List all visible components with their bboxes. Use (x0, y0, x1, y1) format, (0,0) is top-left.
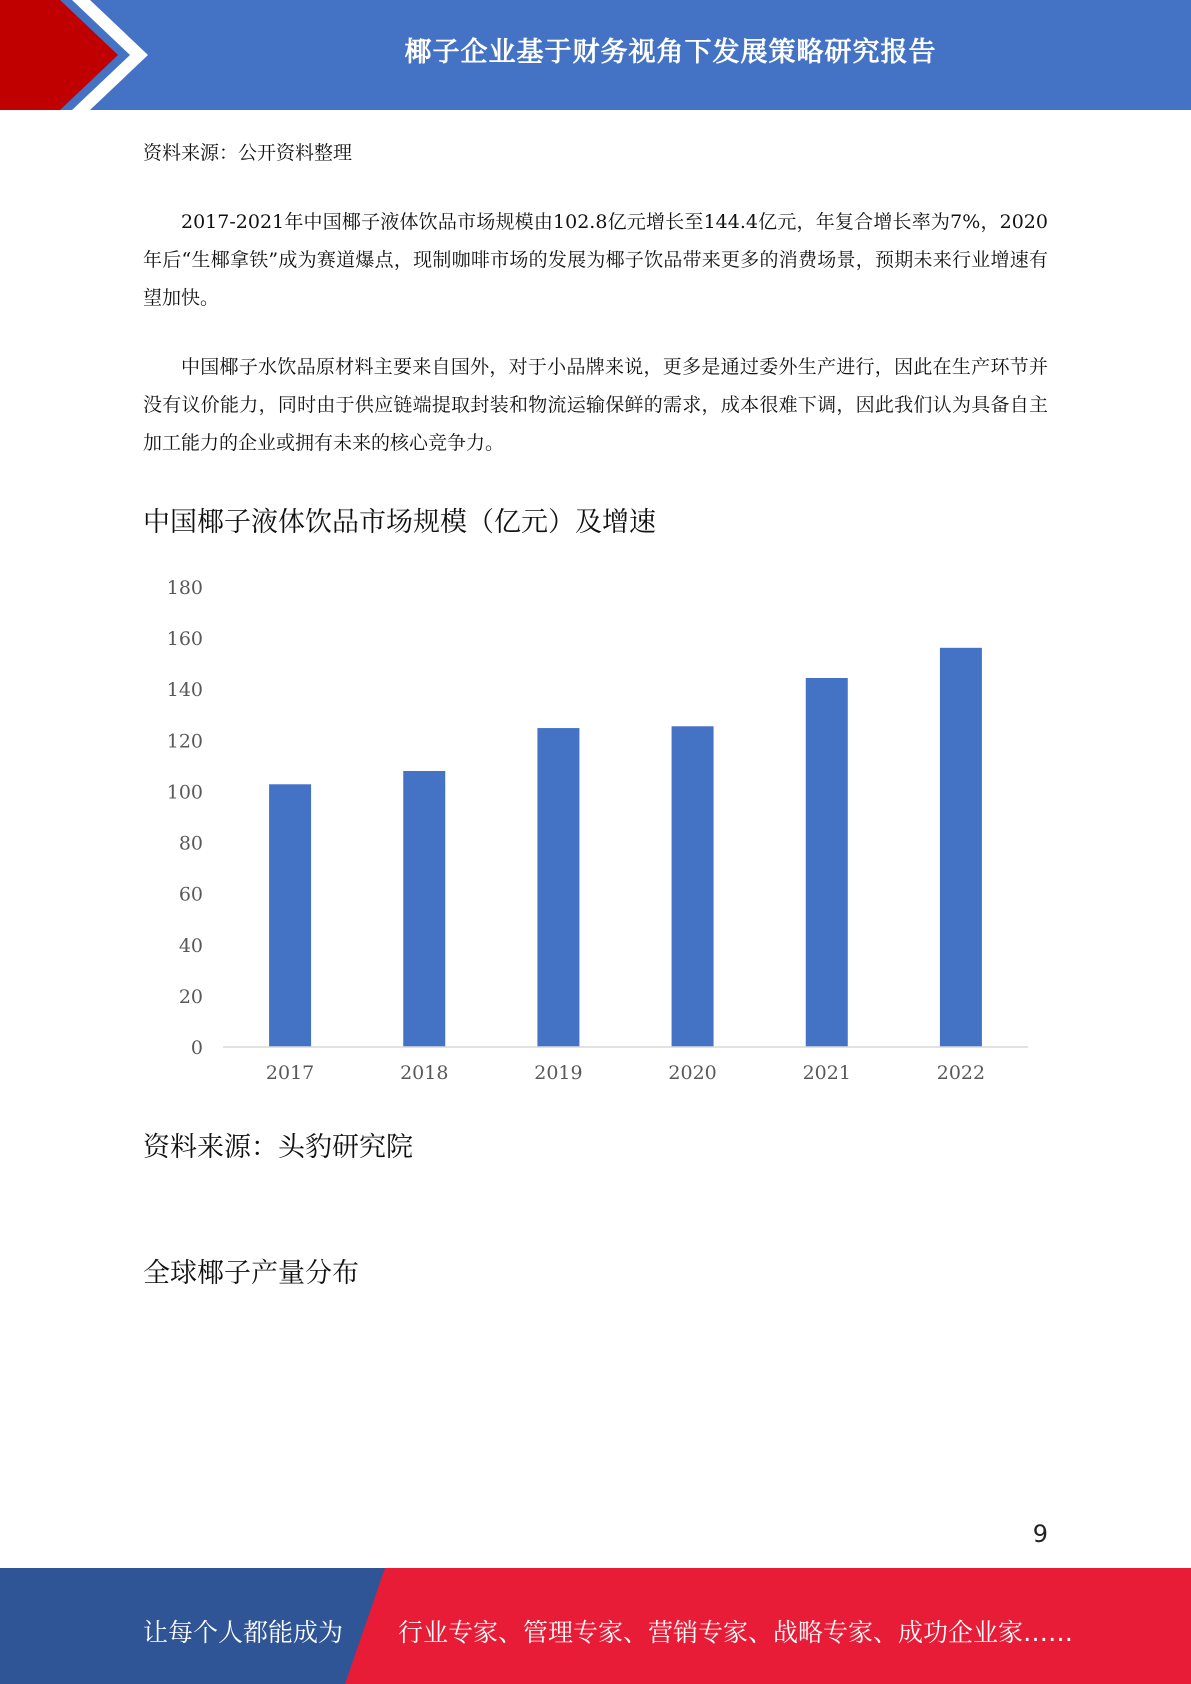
y-tick-label: 0 (190, 1037, 203, 1059)
report-title: 椰子企业基于财务视角下发展策略研究报告 (404, 37, 937, 68)
y-axis (167, 577, 203, 1059)
x-tick-label: 2021 (802, 1062, 851, 1084)
bar-2021 (806, 678, 848, 1047)
body-paragraph-2: 中国椰子水饮品原材料主要来自国外，对于小品牌来说，更多是通过委外生产进行，因此在生产环节并没有议价能力，同时由于供应链端提取封装和物流运输保鲜的需求，成本很难下调，因此我们认为具备自主加工能力的企业或拥有未来的核心竞争力。 (143, 356, 1048, 454)
bars (269, 648, 982, 1047)
bar-2020 (672, 726, 714, 1047)
chart-title: 中国椰子液体饮品市场规模（亿元）及增速 (143, 507, 656, 538)
x-axis (266, 1062, 985, 1084)
x-tick-label: 2017 (265, 1062, 315, 1084)
y-tick-label: 80 (178, 832, 203, 855)
chart-source-note: 资料来源：头豹研究院 (143, 1132, 413, 1163)
page-header (0, 0, 1191, 110)
bar-2022 (940, 648, 982, 1047)
x-tick-label: 2019 (534, 1062, 583, 1084)
section-title: 全球椰子产量分布 (143, 1258, 359, 1289)
y-tick-label: 40 (178, 934, 203, 957)
x-tick-label: 2018 (400, 1062, 449, 1084)
bar-2018 (403, 771, 445, 1047)
y-tick-label: 100 (166, 781, 203, 804)
y-tick-label: 140 (166, 679, 203, 702)
footer-slogan-left: 让每个人都能成为 (143, 1618, 344, 1647)
x-tick-label: 2022 (936, 1062, 986, 1084)
y-tick-label: 160 (166, 628, 203, 651)
x-tick-label: 2020 (668, 1062, 717, 1084)
y-tick-label: 60 (178, 883, 203, 906)
page-number: 9 (1032, 1520, 1048, 1548)
y-tick-label: 120 (166, 730, 203, 753)
y-tick-label: 20 (178, 985, 203, 1008)
body-paragraph-1: 2017-2021年中国椰子液体饮品市场规模由102.8亿元增长至144.4亿元，年复合增长率为7%，2020年后“生椰拿铁”成为赛道爆点，现制咖啡市场的发展为椰子饮品带来更多的消费场景，预期未来行业增速有望加快。 (143, 211, 1048, 309)
header-arrow-decoration (0, 0, 160, 110)
page-footer (0, 1568, 1191, 1684)
footer-slogan-right: 行业专家、管理专家、营销专家、战略专家、成功企业家…… (398, 1618, 1074, 1647)
bar-chart (143, 565, 1043, 1095)
y-tick-label: 180 (166, 577, 203, 599)
bar-2017 (269, 784, 311, 1047)
bar-2019 (537, 728, 579, 1047)
source-note-top: 资料来源：公开资料整理 (143, 142, 353, 164)
